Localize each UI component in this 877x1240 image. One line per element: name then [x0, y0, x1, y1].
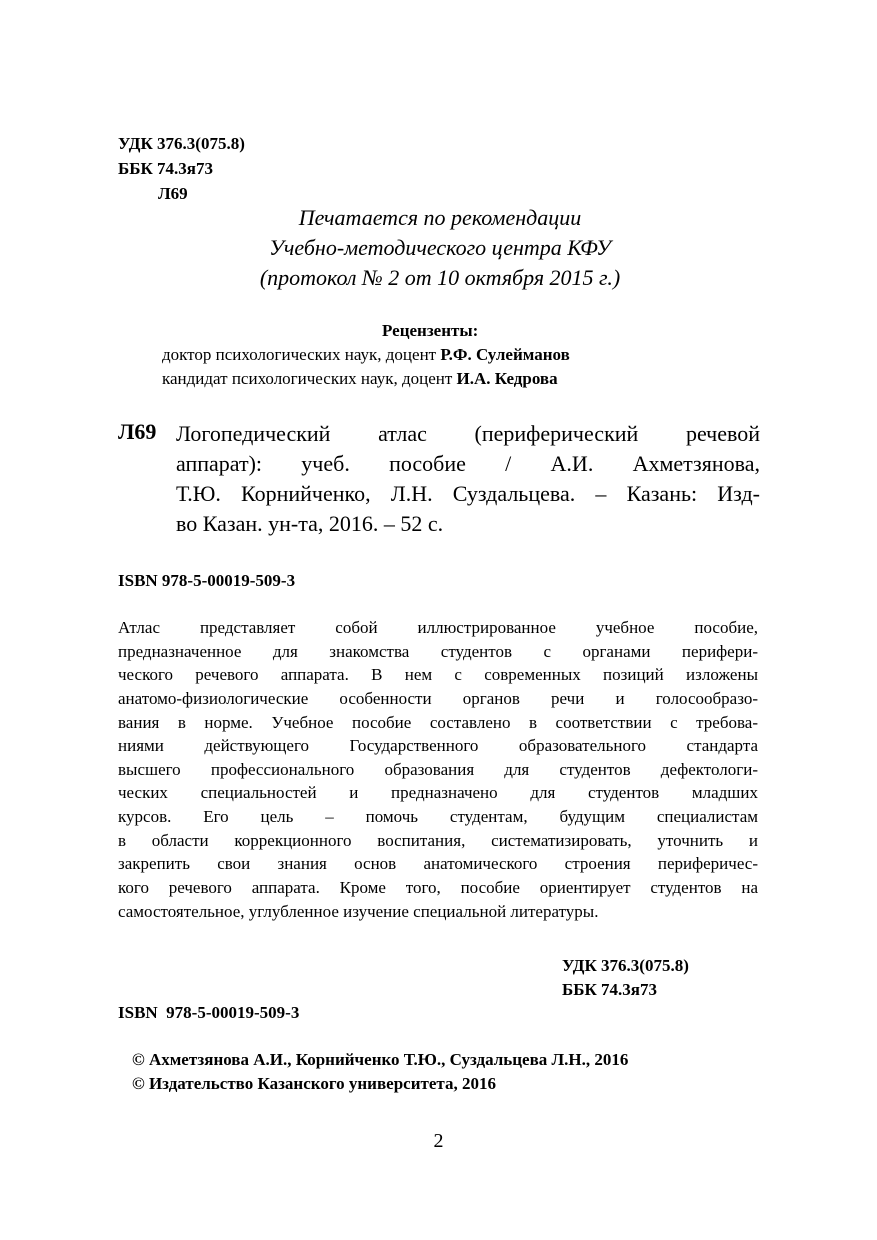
annotation-line: в области коррекционного воспитания, систематизировать, уточнить и — [118, 830, 758, 850]
page-number: 2 — [433, 1130, 444, 1152]
copyright-publisher: © Издательство Казанского университета, 2016 — [132, 1074, 496, 1093]
copyright-authors: © Ахметзянова А.И., Корнийченко Т.Ю., Суздальцева Л.Н., 2016 — [132, 1050, 629, 1069]
udk-code-bottom: УДК 376.3(075.8) — [562, 956, 689, 975]
reviewer-1 — [162, 345, 570, 365]
bibliography-line: во Казан. ун-та, 2016. – 52 с. — [176, 511, 444, 536]
reviewer-1-name: Р.Ф. Сулейманов — [440, 345, 570, 364]
bibliography-line: Логопедический атлас (периферический речевой — [176, 421, 760, 446]
annotation-line: ческих специальностей и предназначено для студентов младших — [118, 783, 758, 803]
annotation-line: Атлас представляет собой иллюстрированное учебное пособие, — [118, 618, 758, 637]
author-mark-top: Л69 — [158, 184, 188, 203]
annotation-line: вания в норме. Учебное пособие составлено в соответствии с требова- — [118, 712, 758, 732]
bbk-code-top: ББК 74.3я73 — [118, 159, 214, 178]
annotation — [118, 616, 758, 923]
recommendation-line-3: (протокол № 2 от 10 октября 2015 г.) — [259, 265, 621, 290]
udk-code-top: УДК 376.3(075.8) — [118, 134, 245, 153]
bbk-code-bottom: ББК 74.3я73 — [562, 980, 658, 999]
reviewer-2-title: кандидат психологических наук, доцент — [162, 369, 457, 388]
reviewers-heading: Рецензенты: — [382, 321, 479, 340]
annotation-line: предназначенное для знакомства студентов с органами перифери- — [118, 641, 758, 661]
reviewer-2 — [162, 369, 558, 389]
bibliography-entry — [176, 419, 760, 539]
bibliography-code: Л69 — [118, 419, 157, 444]
isbn-bottom: ISBN 978-5-00019-509-3 — [118, 1003, 300, 1022]
reviewer-1-title: доктор психологических наук, доцент — [162, 345, 441, 364]
publication-recommendation — [120, 203, 760, 293]
annotation-line: закрепить свои знания основ анатомического строения периферичес- — [118, 854, 758, 874]
bibliography-line: Т.Ю. Корнийченко, Л.Н. Суздальцева. – Казань: Изд- — [176, 481, 760, 506]
annotation-line: ниями действующего Государственного образовательного стандарта — [118, 736, 758, 756]
bibliography-line: аппарат): учеб. пособие / А.И. Ахметзянова, — [176, 451, 760, 476]
recommendation-line-1: Печатается по рекомендации — [298, 205, 582, 230]
annotation-line: курсов. Его цель – помочь студентам, будущим специалистам — [118, 807, 758, 827]
annotation-line: ческого речевого аппарата. В нем с современных позиций изложены — [118, 665, 758, 685]
annotation-line: кого речевого аппарата. Кроме того, пособие ориентирует студентов на — [118, 878, 758, 898]
recommendation-line-2: Учебно-методического центра КФУ — [269, 235, 611, 260]
isbn-top: ISBN 978-5-00019-509-3 — [118, 571, 296, 590]
annotation-line: самостоятельное, углубленное изучение специальной литературы. — [118, 901, 599, 921]
reviewer-2-name: И.А. Кедрова — [456, 369, 558, 388]
annotation-line: анатомо-физиологические особенности органов речи и голосообразо- — [118, 688, 758, 708]
annotation-line: высшего профессионального образования для студентов дефектологи- — [118, 759, 758, 779]
